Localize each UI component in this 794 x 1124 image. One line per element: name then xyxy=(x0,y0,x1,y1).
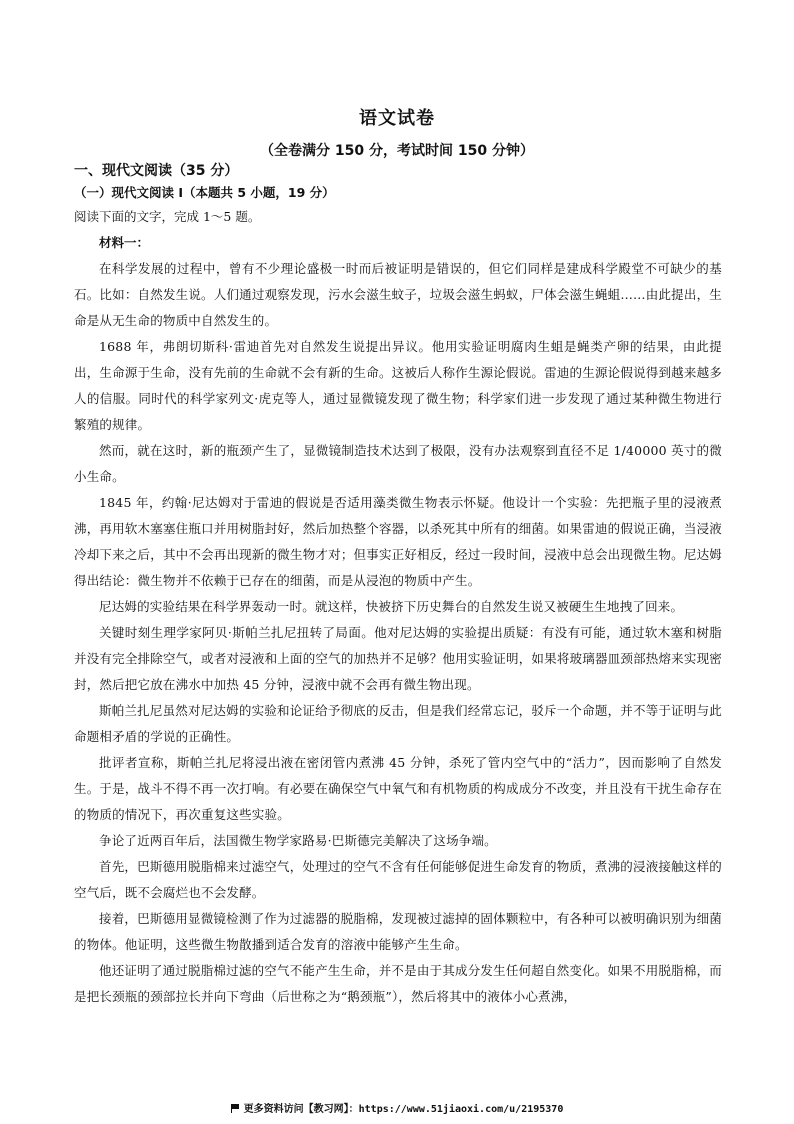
paragraph-5: 尼达姆的实验结果在科学界轰动一时。就这样，快被挤下历史舞台的自然发生说又被硬生生地拽了回来。 xyxy=(99,599,684,614)
paragraph-8: 批评者宣称，斯帕兰扎尼将浸出液在密闭管内煮沸 45 分钟，杀死了管内空气中的“活力”，因而影响了自然发生。于是，战斗不得不再一次打响。有必要在确保空气中氧气和有机物质的构成成分不改变，并且没有干扰生命存在的物质的情况下，再次重复这些实验。 xyxy=(74,755,722,822)
instruction-text: 阅读下面的文字，完成 1～5 题。 xyxy=(74,209,261,224)
page-title: 语文试卷 xyxy=(359,108,435,129)
paragraph-3: 然而，就在这时，新的瓶颈产生了，显微镜制造技术达到了极限，没有办法观察到直径不足 1/40000 英寸的微小生命。 xyxy=(74,443,722,484)
content-body xyxy=(74,160,722,1010)
footer-link[interactable] xyxy=(0,1100,794,1115)
paragraph-12: 他还证明了通过脱脂棉过滤的空气不能产生生命，并不是由于其成分发生任何超自然变化。如果不用脱脂棉，而是把长颈瓶的颈部拉长并向下弯曲（后世称之为“鹅颈瓶”），然后将其中的液体小心煮沸， xyxy=(74,963,722,1004)
sub-section-heading: （一）现代文阅读 I（本题共 5 小题，19 分） xyxy=(74,185,335,200)
paragraph-10: 首先，巴斯德用脱脂棉来过滤空气，处理过的空气不含有任何能够促进生命发育的物质，煮沸的浸液接触这样的空气后，既不会腐烂也不会发酵。 xyxy=(74,859,722,900)
paragraph-7: 斯帕兰扎尼虽然对尼达姆的实验和论证给予彻底的反击，但是我们经常忘记，驳斥一个命题，并不等于证明与此命题相矛盾的学说的正确性。 xyxy=(74,703,722,744)
paragraph-11: 接着，巴斯德用显微镜检测了作为过滤器的脱脂棉，发现被过滤掉的固体颗粒中，有各种可以被明确识别为细菌的物体。他证明，这些微生物散播到适合发育的溶液中能够产生生命。 xyxy=(74,911,722,952)
page-subtitle: （全卷满分 150 分，考试时间 150 分钟） xyxy=(260,143,534,159)
paragraph-1: 在科学发展的过程中，曾有不少理论盛极一时而后被证明是错误的，但它们同样是建成科学殿堂不可缺少的基石。比如：自然发生说。人们通过观察发现，污水会滋生蚊子，垃圾会滋生蚂蚁，尸体会滋生蝇蛆……由此提出，生命是从无生命的物质中自然发生的。 xyxy=(74,261,722,328)
paragraph-6: 关键时刻生理学家阿贝·斯帕兰扎尼扭转了局面。他对尼达姆的实验提出质疑：有没有可能，通过软木塞和树脂并没有完全排除空气，或者对浸液和上面的空气的加热并不足够？他用实验证明，如果将玻璃器皿颈部热熔来实现密封，然后把它放在沸水中加热 45 分钟，浸液中就不会再有微生物出现。 xyxy=(74,625,722,692)
paragraph-4: 1845 年，约翰·尼达姆对于雷迪的假说是否适用藻类微生物表示怀疑。他设计一个实验：先把瓶子里的浸液煮沸，再用软木塞塞住瓶口并用树脂封好，然后加热整个容器，以杀死其中所有的细菌。如果雷迪的假说正确，当浸液冷却下来之后，其中不会再出现新的微生物才对；但事实正好相反，经过一段时间，浸液中总会出现微生物。尼达姆得出结论：微生物并不依赖于已存在的细菌，而是从浸泡的物质中产生。 xyxy=(74,495,722,588)
section-heading: 一、现代文阅读（35 分） xyxy=(74,163,239,179)
material-label: 材料一： xyxy=(99,235,150,250)
footer-text[interactable]: 更多资料访问【教习网】：https://www.51jiaoxi.com/u/2195370 xyxy=(243,1104,564,1115)
flag-icon xyxy=(231,1104,240,1113)
paragraph-9: 争论了近两百年后，法国微生物学家路易·巴斯德完美解决了这场争端。 xyxy=(99,833,497,848)
paragraph-2: 1688 年，弗朗切斯科·雷迪首先对自然发生说提出异议。他用实验证明腐肉生蛆是蝇类产卵的结果，由此提出，生命源于生命，没有先前的生命就不会有新的生命。这被后人称作生源论假说。雷迪的生源论假说得到越来越多人的信服。同时代的科学家列文·虎克等人，通过显微镜发现了微生物；科学家们进一步发现了通过某种微生物进行繁殖的规律。 xyxy=(74,339,722,432)
